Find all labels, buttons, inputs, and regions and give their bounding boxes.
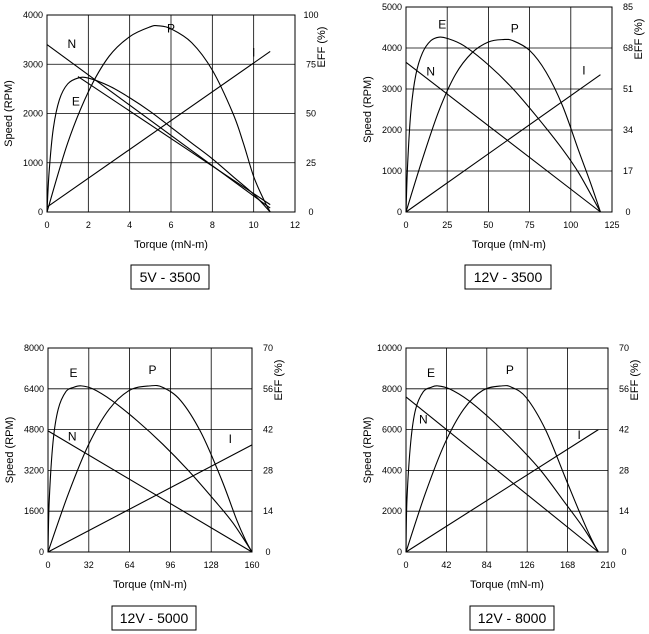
y2-axis-title: EFF (%)	[633, 18, 645, 60]
curve-label-N: N	[418, 412, 428, 427]
y2-axis-title: EFF (%)	[629, 359, 641, 401]
series-line-speed	[406, 62, 600, 212]
x-tick-label: 32	[83, 560, 94, 570]
y-tick-label: 2000	[381, 506, 402, 517]
y2-tick-label: 42	[618, 424, 630, 435]
x-tick-label: 0	[403, 560, 409, 570]
series-line-power	[406, 386, 598, 552]
curve-label-I: I	[251, 45, 256, 60]
y2-tick-label: 68	[622, 43, 634, 53]
x-tick-label: 84	[481, 560, 492, 570]
y2-tick-label: 56	[618, 383, 630, 394]
x-tick-label: 2	[85, 220, 91, 230]
x-tick-label: 75	[524, 220, 535, 230]
y2-tick-label: 0	[621, 547, 627, 557]
curve-label-E: E	[69, 366, 78, 381]
y-tick-label: 6400	[23, 383, 44, 394]
x-tick-label: 10	[248, 220, 259, 230]
y-tick-label: 0	[396, 547, 402, 557]
y2-tick-label: 42	[262, 424, 274, 435]
series-line-power	[406, 39, 600, 212]
x-tick-label: 126	[519, 560, 535, 570]
y-tick-label: 8000	[23, 343, 44, 353]
curve-label-I: I	[582, 63, 586, 78]
x-tick-label: 25	[442, 220, 453, 230]
plot-frame	[48, 348, 252, 552]
y-axis-title: Speed (RPM)	[362, 76, 374, 143]
y-axis-title: Speed (RPM)	[3, 80, 15, 147]
x-tick-label: 160	[244, 560, 260, 570]
y-tick-label: 1600	[23, 506, 44, 517]
curve-label-I: I	[228, 431, 232, 446]
y2-axis-title: EFF (%)	[273, 359, 285, 401]
y-tick-label: 8000	[381, 383, 402, 394]
x-tick-label: 210	[600, 560, 616, 570]
plot-frame	[406, 348, 608, 552]
series-line-current	[406, 427, 598, 552]
x-tick-label: 50	[483, 220, 494, 230]
y2-tick-label: 28	[618, 465, 630, 476]
x-axis-title: Torque (mN-m)	[472, 239, 546, 251]
series-line-speed	[78, 77, 270, 205]
y-tick-label: 4000	[381, 465, 402, 476]
y-tick-label: 0	[396, 207, 402, 217]
x-tick-label: 6	[168, 220, 174, 230]
y-tick-label: 2000	[22, 108, 43, 119]
curve-label-E: E	[438, 17, 447, 32]
x-tick-label: 12	[289, 220, 301, 230]
curve-label-N: N	[67, 429, 77, 444]
y2-tick-label: 0	[265, 547, 271, 557]
y-tick-label: 0	[37, 207, 43, 217]
y-tick-label: 10000	[376, 343, 402, 353]
x-tick-label: 8	[209, 220, 215, 230]
y2-tick-label: 51	[622, 84, 634, 94]
y-tick-label: 5000	[381, 2, 402, 12]
chart-panel-3	[4, 343, 285, 630]
series-line-efficiency	[406, 37, 600, 212]
curve-label-P: P	[166, 21, 176, 36]
x-tick-label: 168	[560, 560, 576, 570]
curve-label-P: P	[505, 363, 514, 378]
x-tick-label: 4	[127, 220, 133, 230]
x-tick-label: 0	[45, 560, 51, 570]
y2-tick-label: 28	[262, 465, 274, 476]
chart-panel-2	[362, 2, 645, 289]
curve-label-N: N	[67, 36, 77, 51]
series-line-speed	[48, 431, 252, 552]
chart-panel-1	[3, 10, 328, 289]
x-tick-label: 0	[44, 220, 50, 230]
y-tick-label: 1000	[381, 166, 402, 176]
series-line-power	[48, 385, 252, 552]
y2-tick-label: 17	[622, 166, 634, 176]
x-axis-title: Torque (mN-m)	[470, 579, 544, 591]
chart-panel-4	[362, 343, 641, 630]
curve-label-E: E	[71, 94, 80, 109]
y-tick-label: 3200	[23, 465, 44, 476]
curve-label-I: I	[577, 427, 581, 442]
caption-label: 5V - 3500	[139, 269, 201, 285]
y-axis-title: Speed (RPM)	[362, 416, 374, 484]
y2-tick-label: 50	[305, 108, 317, 119]
y-axis-title: Speed (RPM)	[4, 416, 16, 484]
y2-tick-label: 75	[305, 59, 317, 70]
y-tick-label: 4800	[23, 424, 44, 435]
curve-label-E: E	[427, 366, 436, 381]
y-tick-label: 3000	[22, 59, 43, 70]
x-tick-label: 96	[165, 560, 176, 570]
x-tick-label: 42	[441, 560, 452, 570]
y2-tick-label: 14	[618, 506, 630, 517]
series-line-speed	[406, 397, 598, 552]
y2-tick-label: 0	[308, 207, 314, 217]
y-tick-label: 4000	[381, 43, 402, 53]
y-tick-label: 1000	[22, 157, 43, 168]
y2-axis-title: EFF (%)	[316, 26, 328, 68]
y2-tick-label: 100	[303, 10, 319, 20]
curve-label-P: P	[148, 363, 157, 378]
y-tick-label: 2000	[381, 125, 402, 135]
x-tick-label: 125	[604, 220, 620, 230]
x-axis-title: Torque (mN-m)	[134, 239, 208, 251]
x-tick-label: 100	[563, 220, 579, 230]
curve-label-P: P	[510, 21, 519, 36]
caption-label: 12V - 5000	[119, 610, 189, 626]
y2-tick-label: 70	[618, 343, 630, 353]
x-tick-label: 0	[403, 220, 409, 230]
caption-label: 12V - 3500	[473, 269, 543, 285]
y2-tick-label: 70	[262, 343, 274, 353]
x-axis-title: Torque (mN-m)	[113, 579, 187, 591]
x-tick-label: 64	[124, 560, 135, 570]
y-tick-label: 3000	[381, 84, 402, 94]
series-line-current	[406, 75, 600, 212]
y-tick-label: 4000	[22, 10, 43, 20]
x-tick-label: 128	[203, 560, 219, 570]
y2-tick-label: 34	[622, 125, 634, 135]
curve-label-N: N	[426, 64, 436, 79]
y-tick-label: 0	[38, 547, 44, 557]
caption-label: 12V - 8000	[477, 610, 547, 626]
series-line-efficiency	[47, 77, 270, 212]
y2-tick-label: 85	[622, 2, 634, 12]
y2-tick-label: 14	[262, 506, 274, 517]
y2-tick-label: 25	[305, 157, 317, 168]
y-tick-label: 6000	[381, 424, 402, 435]
y2-tick-label: 56	[262, 383, 274, 394]
y2-tick-label: 0	[625, 207, 631, 217]
series-line-current	[48, 445, 252, 552]
